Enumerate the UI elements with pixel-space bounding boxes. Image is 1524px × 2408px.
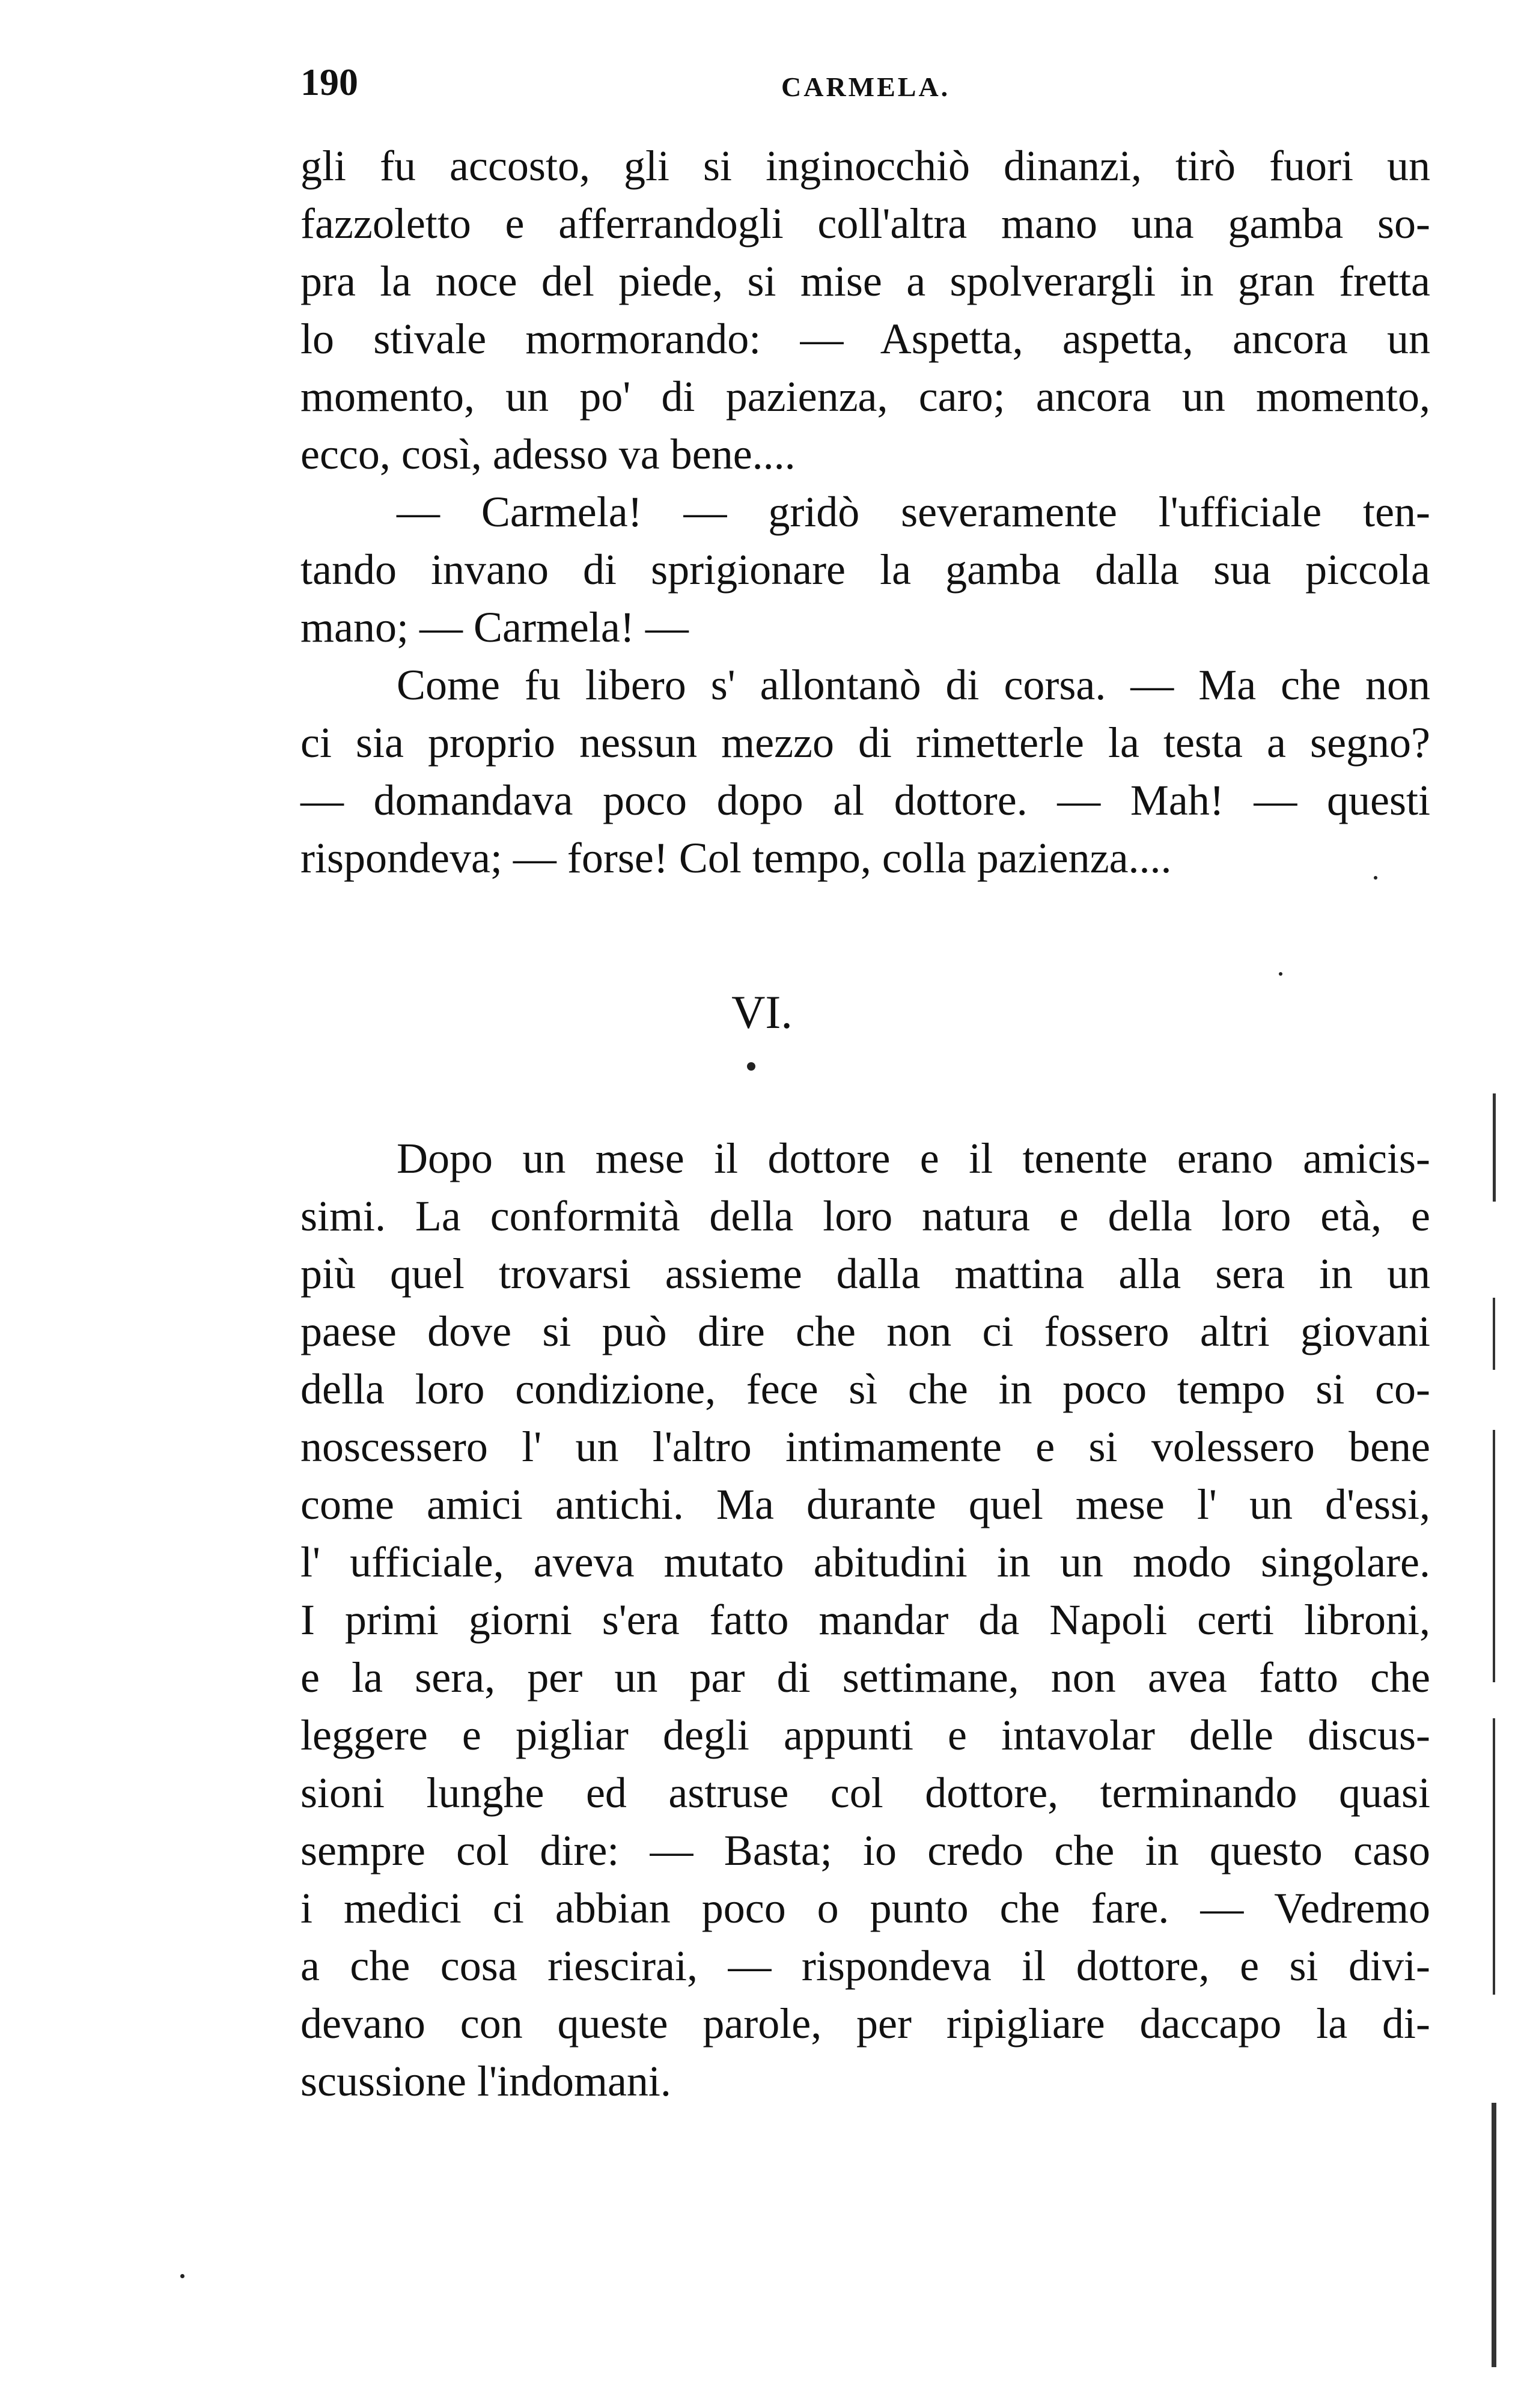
margin-rule <box>1493 1718 1495 1995</box>
text-line: Come fu libero s' allontanò di corsa. — Ma che non <box>397 661 1430 709</box>
text-line: ecco, così, adesso va bene.... <box>300 430 796 478</box>
text-line: — domandava poco dopo al dottore. — Mah! — questi <box>300 776 1430 824</box>
margin-rule <box>1493 1430 1495 1682</box>
text-line: lo stivale mormorando: — Aspetta, aspetta, ancora un <box>300 315 1430 363</box>
text-line: i medici ci abbian poco o punto che fare. — Vedremo <box>300 1884 1430 1932</box>
text-line: pra la noce del piede, si mise a spolverargli in gran fretta <box>300 257 1430 305</box>
text-line: sempre col dire: — Basta; io credo che in questo caso <box>300 1826 1430 1874</box>
text-line: rispondeva; — forse! Col tempo, colla pazienza.... <box>300 834 1172 882</box>
scan-speck <box>1279 972 1282 976</box>
text-line: gli fu accosto, gli si inginocchiò dinanzi, tirò fuori un <box>300 142 1430 190</box>
text-line: l' ufficiale, aveva mutato abitudini in un modo singolare. <box>300 1538 1430 1586</box>
margin-rule <box>1493 1093 1496 1202</box>
scan-speck <box>1374 876 1377 880</box>
chapter-heading: VI. <box>731 986 793 1038</box>
page-number: 190 <box>300 61 358 103</box>
text-line: paese dove si può dire che non ci fossero altri giovani <box>300 1307 1430 1355</box>
text-line: sioni lunghe ed astruse col dottore, terminando quasi <box>300 1769 1430 1817</box>
text-line: mano; — Carmela! — <box>300 603 689 651</box>
scan-speck <box>747 1062 755 1071</box>
text-line: momento, un po' di pazienza, caro; ancora un momento, <box>300 372 1430 421</box>
text-line: noscessero l' un l'altro intimamente e si volessero bene <box>300 1423 1430 1471</box>
text-line: scussione l'indomani. <box>300 2057 671 2105</box>
text-line: — Carmela! — gridò severamente l'ufficiale ten- <box>397 488 1430 536</box>
running-title: CARMELA. <box>781 71 951 102</box>
text-line: ci sia proprio nessun mezzo di rimetterle la testa a segno? <box>300 719 1430 767</box>
text-line: e la sera, per un par di settimane, non avea fatto che <box>300 1653 1430 1701</box>
text-line: fazzoletto e afferrandogli coll'altra mano una gamba so- <box>300 199 1430 248</box>
text-line: leggere e pigliar degli appunti e intavolar delle discus- <box>300 1711 1430 1759</box>
text-line: a che cosa riescirai, — rispondeva il dottore, e si divi- <box>300 1942 1430 1990</box>
text-line: simi. La conformità della loro natura e della loro età, e <box>300 1192 1430 1240</box>
text-line: Dopo un mese il dottore e il tenente erano amicis- <box>397 1134 1430 1182</box>
text-line: devano con queste parole, per ripigliare daccapo la di- <box>300 1999 1430 2048</box>
scan-speck <box>180 2274 184 2278</box>
text-line: I primi giorni s'era fatto mandar da Napoli certi libroni, <box>300 1596 1430 1644</box>
text-line: della loro condizione, fece sì che in poco tempo si co- <box>300 1365 1430 1413</box>
text-line: tando invano di sprigionare la gamba dalla sua piccola <box>300 546 1430 594</box>
margin-rule <box>1493 1298 1495 1370</box>
text-line: più quel trovarsi assieme dalla mattina alla sera in un <box>300 1250 1430 1298</box>
text-line: come amici antichi. Ma durante quel mese l' un d'essi, <box>300 1480 1430 1528</box>
margin-rule <box>1492 2103 1496 2367</box>
